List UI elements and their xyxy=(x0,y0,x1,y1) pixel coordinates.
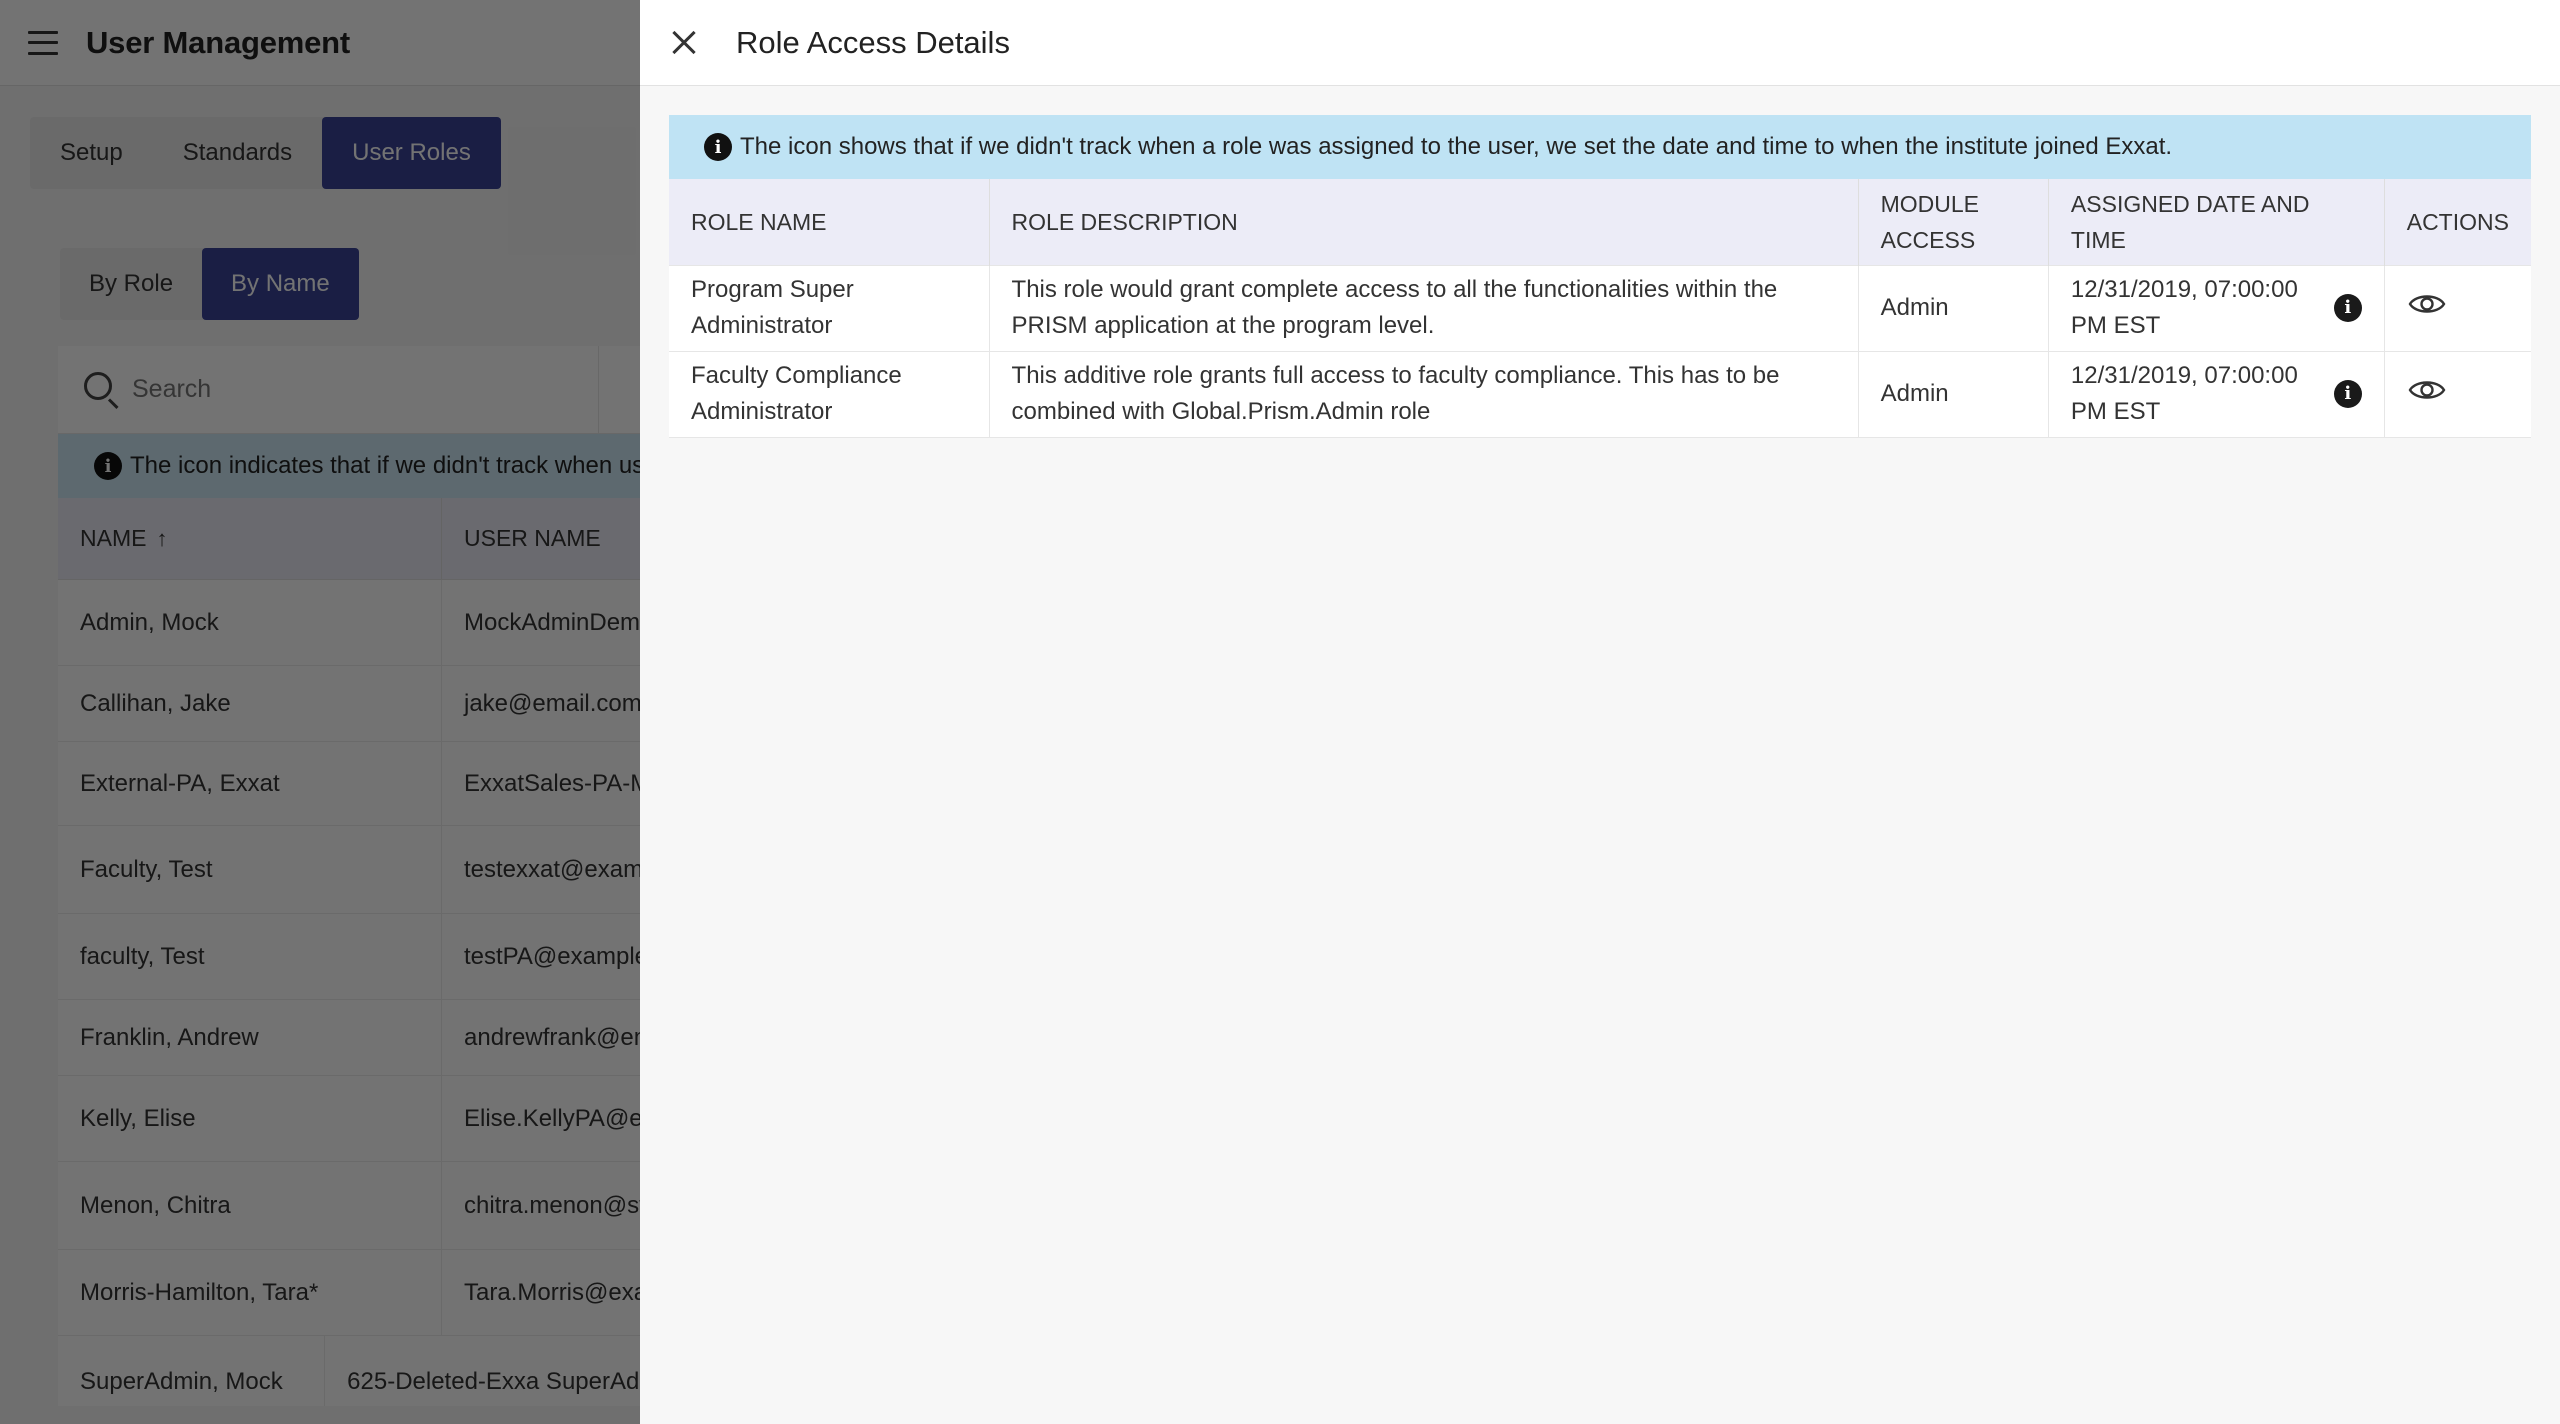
module-access: Admin xyxy=(1858,265,2048,351)
role-name: Program Super Administrator xyxy=(669,265,989,351)
close-icon[interactable] xyxy=(666,23,706,63)
info-icon[interactable]: i xyxy=(2334,380,2362,408)
assigned-date: 12/31/2019, 07:00:00 PM EST xyxy=(2070,276,2298,339)
drawer-header xyxy=(640,0,2560,86)
table-row xyxy=(669,265,2531,351)
role-description: This additive role grants full access to faculty compliance. This has to be combined with Global.Prism.Admin role xyxy=(989,351,1858,437)
column-header-assigned-date[interactable]: ASSIGNED DATE AND TIME xyxy=(2048,179,2384,265)
role-table-header xyxy=(669,179,2531,265)
actions-cell xyxy=(2384,351,2531,437)
info-icon: i xyxy=(704,133,732,161)
module-access: Admin xyxy=(1858,351,2048,437)
role-access-drawer xyxy=(640,0,2560,1424)
eye-icon[interactable] xyxy=(2407,375,2447,405)
drawer-title: Role Access Details xyxy=(736,24,1010,60)
role-description: This role would grant complete access to all the functionalities within the PRISM application at the program level. xyxy=(989,265,1858,351)
column-header-module-access[interactable]: MODULE ACCESS xyxy=(1858,179,2048,265)
info-banner xyxy=(669,115,2531,179)
table-row xyxy=(669,351,2531,437)
role-table xyxy=(669,179,2531,438)
actions-cell xyxy=(2384,265,2531,351)
info-icon[interactable]: i xyxy=(2334,294,2362,322)
assigned-date-cell xyxy=(2048,351,2384,437)
eye-icon[interactable] xyxy=(2407,289,2447,319)
role-name: Faculty Compliance Administrator xyxy=(669,351,989,437)
assigned-date: 12/31/2019, 07:00:00 PM EST xyxy=(2070,362,2298,425)
column-header-actions: ACTIONS xyxy=(2384,179,2531,265)
column-header-role-description[interactable]: ROLE DESCRIPTION xyxy=(989,179,1858,265)
column-header-role-name[interactable]: ROLE NAME xyxy=(669,179,989,265)
info-banner-text: The icon shows that if we didn't track when a role was assigned to the user, we set the date and time to when the institute joined Exxat. xyxy=(740,133,2173,160)
assigned-date-cell xyxy=(2048,265,2384,351)
